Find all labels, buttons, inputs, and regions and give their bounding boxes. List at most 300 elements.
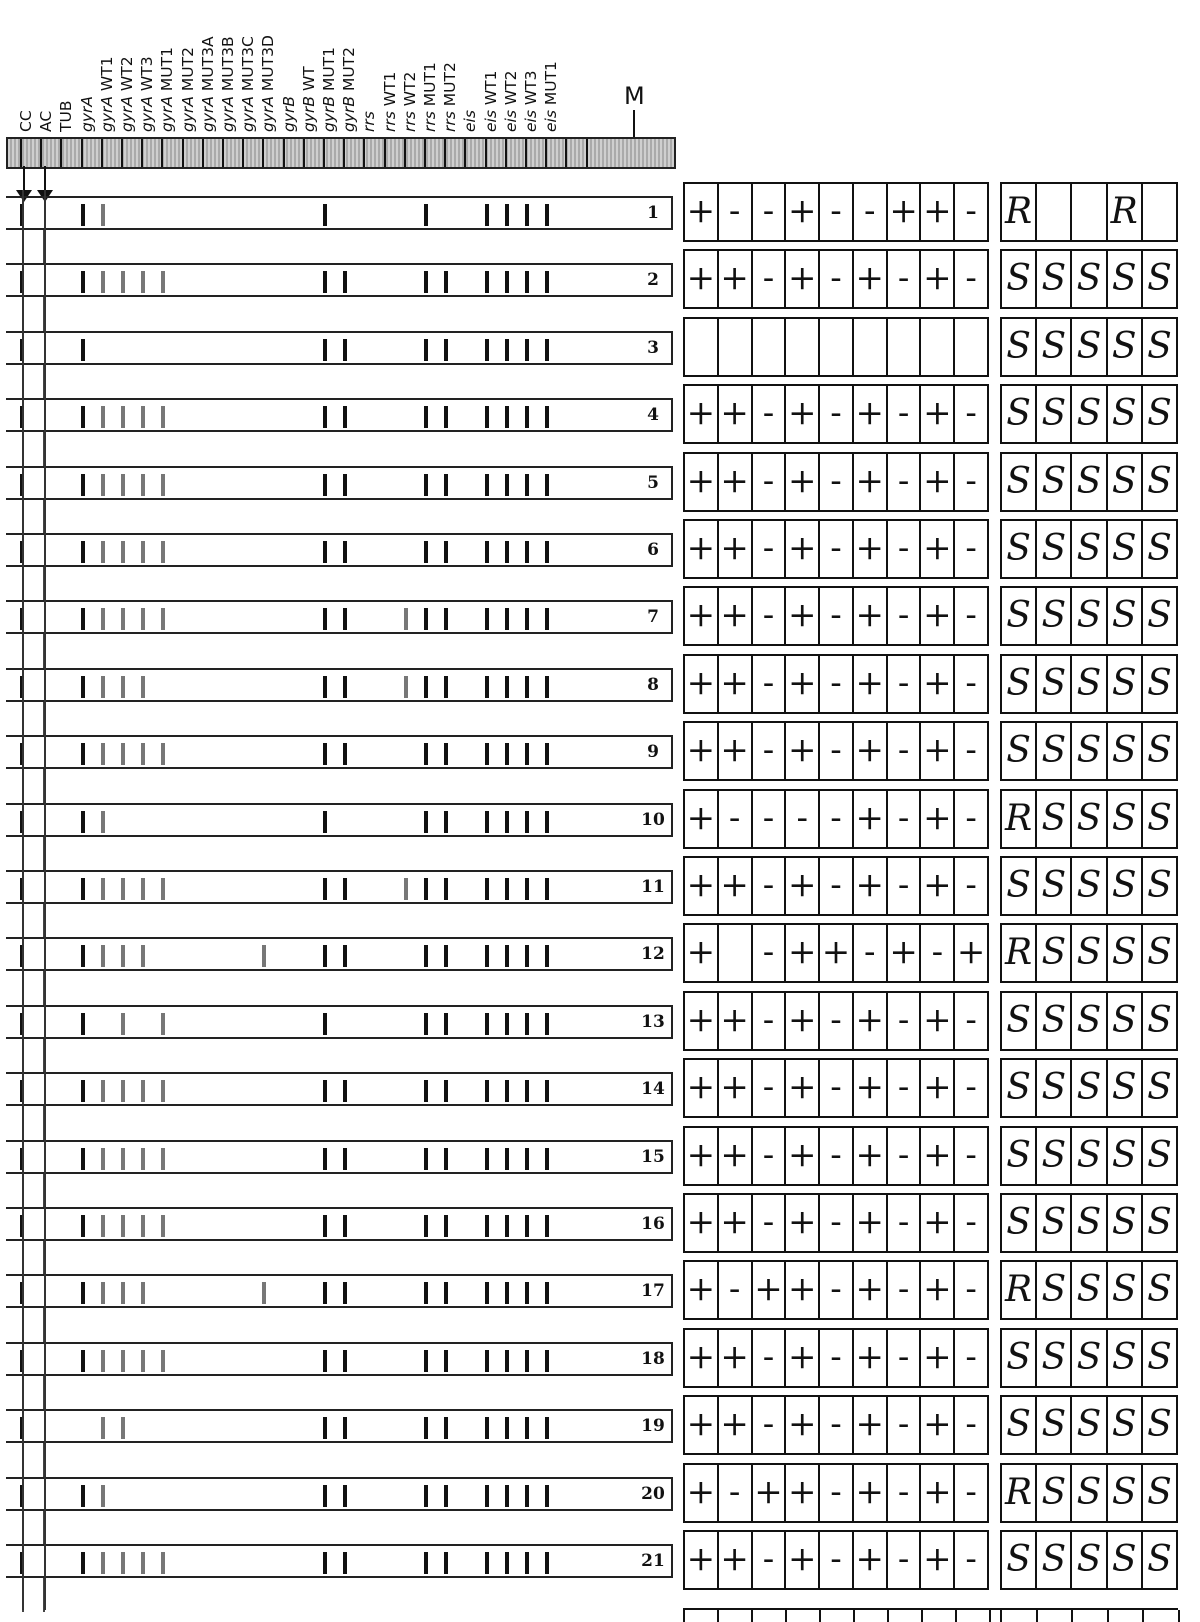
probe-band <box>545 406 549 428</box>
probe-band <box>505 743 509 765</box>
probe-band <box>525 1552 529 1574</box>
cc-arrow-icon <box>23 166 25 192</box>
probe-band <box>81 1148 85 1170</box>
result-mark-cell: + <box>921 184 955 240</box>
ladder-tick <box>242 139 244 167</box>
column-gene: gyrA <box>138 96 157 132</box>
probe-band <box>525 945 529 967</box>
probe-band <box>323 743 327 765</box>
result-mark-cell: - <box>965 595 977 636</box>
probe-band <box>485 339 489 361</box>
probe-band <box>545 1282 549 1304</box>
probe-band <box>262 945 266 967</box>
probe-band <box>525 1485 529 1507</box>
susceptibility-cell: S <box>1002 521 1037 577</box>
probe-band <box>485 1013 489 1035</box>
result-mark-cell: - <box>888 1262 922 1318</box>
susceptibility-cell: S <box>1002 1330 1037 1386</box>
susceptibility-cell: S <box>1002 723 1037 779</box>
probe-band <box>444 1417 448 1439</box>
result-mark-cell: - <box>965 528 977 568</box>
probe-band <box>545 608 549 630</box>
result-mark-cell: + <box>753 1465 787 1521</box>
probe-band <box>505 811 509 833</box>
column-suffix: MUT2 <box>441 62 460 112</box>
marker-label: M <box>624 82 645 110</box>
probe-band <box>161 608 165 630</box>
ladder-tick <box>343 139 345 167</box>
probe-band <box>444 541 448 563</box>
strip-gap <box>6 1241 666 1275</box>
column-label <box>341 47 357 132</box>
probe-band <box>323 1552 327 1574</box>
probe-band <box>525 608 529 630</box>
susceptibility-cell: S <box>1072 1465 1107 1521</box>
susceptibility-cell: S <box>1108 1195 1143 1251</box>
column-gene: eis <box>522 110 540 132</box>
probe-band <box>343 1215 347 1237</box>
result-mark-cell: - <box>820 656 854 712</box>
ladder-tick <box>505 139 507 167</box>
susceptibility-cell: S <box>1037 319 1072 375</box>
probe-band <box>121 945 125 967</box>
probe-band <box>101 1417 105 1439</box>
susceptibility-cell: S <box>1108 1465 1143 1521</box>
probe-band <box>81 743 85 765</box>
probe-band <box>161 406 165 428</box>
strip-edge-line <box>22 190 24 1610</box>
susceptibility-cell: S <box>1037 1128 1072 1184</box>
probe-band <box>525 878 529 900</box>
probe-band <box>505 541 509 563</box>
strip-gap <box>6 567 666 601</box>
susceptibility-cell: S <box>1072 925 1107 981</box>
susceptibility-cell: S <box>1147 1067 1172 1109</box>
susceptibility-cell: S <box>1108 319 1143 375</box>
bottom-grid-tick <box>751 1610 753 1622</box>
probe-band <box>444 945 448 967</box>
result-mark-cell: - <box>820 1532 854 1588</box>
susceptibility-cell: S <box>1147 1539 1172 1580</box>
probe-band <box>121 1552 125 1574</box>
ladder-tick <box>444 139 446 167</box>
result-mark-cell: + <box>685 1330 719 1386</box>
test-strip <box>6 1005 661 1039</box>
result-marks-grid <box>683 856 989 916</box>
test-strip <box>6 1544 661 1578</box>
column-label <box>361 111 377 132</box>
result-mark-cell: - <box>820 993 854 1049</box>
probe-band <box>485 1485 489 1507</box>
susceptibility-cell: S <box>1108 386 1143 442</box>
probe-band <box>141 608 145 630</box>
test-strip <box>6 1207 661 1241</box>
probe-band <box>161 1552 165 1574</box>
result-mark-cell: - <box>753 1195 787 1251</box>
susceptibility-cell: S <box>1037 925 1072 981</box>
result-mark-cell: + <box>956 932 986 973</box>
column-gene: gyrA <box>219 96 237 132</box>
susceptibility-cell: S <box>1147 1134 1172 1176</box>
result-mark-cell: - <box>753 251 787 307</box>
result-mark-cell: - <box>753 184 787 240</box>
susceptibility-cell: S <box>1108 791 1143 847</box>
probe-band <box>121 1350 125 1372</box>
strip-number: 19 <box>635 1409 673 1443</box>
result-mark-cell: + <box>685 1397 719 1453</box>
probe-band <box>444 1350 448 1372</box>
result-marks-grid <box>683 1058 989 1118</box>
result-marks-grid <box>683 721 989 781</box>
probe-band <box>323 1013 327 1035</box>
probe-band <box>81 811 85 833</box>
probe-band <box>141 271 145 293</box>
probe-band <box>424 608 428 630</box>
susceptibility-cell <box>1037 184 1072 240</box>
susceptibility-cell: S <box>1108 454 1143 510</box>
probe-band <box>525 1282 529 1304</box>
strip-gap <box>6 634 666 668</box>
ladder-tick <box>545 139 547 167</box>
result-mark-cell: + <box>719 454 753 510</box>
susceptibility-cell: S <box>1072 319 1107 375</box>
probe-band <box>323 811 327 833</box>
probe-band <box>444 1013 448 1035</box>
result-mark-cell: + <box>685 656 719 712</box>
bottom-grid-tick <box>717 1610 719 1622</box>
result-marks-grid <box>683 586 989 646</box>
result-mark-cell: + <box>719 1397 753 1453</box>
result-mark-cell: + <box>719 588 753 644</box>
bottom-grid-tick <box>921 1610 923 1622</box>
ladder-tick <box>384 139 386 167</box>
susceptibility-cell: S <box>1072 858 1107 914</box>
probe-band <box>505 608 509 630</box>
susceptibility-cell: S <box>1037 1532 1072 1588</box>
ladder-tick <box>40 139 42 167</box>
column-label <box>220 36 236 132</box>
column-label <box>462 110 478 132</box>
test-strip <box>6 1274 661 1308</box>
probe-band <box>505 878 509 900</box>
probe-band <box>485 541 489 563</box>
probe-band <box>323 1282 327 1304</box>
susceptibility-cell: S <box>1147 797 1172 839</box>
strip-number: 12 <box>635 937 673 971</box>
susceptibility-grid <box>1000 1126 1178 1186</box>
column-suffix: MUT3D <box>259 35 278 96</box>
test-strip <box>6 600 661 634</box>
result-mark-cell: + <box>921 1465 955 1521</box>
probe-band <box>81 1282 85 1304</box>
ladder-tick <box>323 139 325 167</box>
strip-gap <box>6 1039 666 1073</box>
result-mark-cell: + <box>786 386 820 442</box>
result-mark-cell: - <box>965 1539 977 1579</box>
result-mark-cell: - <box>965 393 977 434</box>
susceptibility-cell: S <box>1147 662 1172 704</box>
result-mark-cell: - <box>753 386 787 442</box>
probe-band <box>101 1282 105 1304</box>
result-marks-grid <box>683 1463 989 1523</box>
probe-band <box>81 608 85 630</box>
column-label <box>180 47 196 132</box>
probe-band <box>343 1417 347 1439</box>
probe-band <box>505 1485 509 1507</box>
susceptibility-cell: S <box>1072 1532 1107 1588</box>
strip-number: 6 <box>635 533 673 567</box>
susceptibility-grid <box>1000 1260 1178 1320</box>
result-mark-cell: + <box>786 858 820 914</box>
probe-band <box>505 1350 509 1372</box>
probe-band <box>424 1282 428 1304</box>
result-mark-cell <box>955 319 987 375</box>
result-mark-cell: + <box>719 723 753 779</box>
strip-number: 8 <box>635 668 673 702</box>
susceptibility-grid <box>1000 1058 1178 1118</box>
probe-band <box>323 676 327 698</box>
strip-number: 16 <box>635 1207 673 1241</box>
probe-band <box>81 1485 85 1507</box>
susceptibility-cell: S <box>1002 454 1037 510</box>
ladder-tick <box>404 139 406 167</box>
result-mark-cell: - <box>854 184 888 240</box>
result-mark-cell: - <box>965 999 977 1040</box>
susceptibility-grid <box>1000 452 1178 512</box>
result-marks-grid <box>683 452 989 512</box>
probe-band <box>343 406 347 428</box>
result-mark-cell <box>786 319 820 375</box>
result-mark-cell: + <box>786 1128 820 1184</box>
probe-band <box>545 1080 549 1102</box>
result-mark-cell: - <box>753 791 787 847</box>
probe-band <box>485 1552 489 1574</box>
susceptibility-cell: S <box>1147 1202 1172 1243</box>
susceptibility-grid <box>1000 991 1178 1051</box>
result-mark-cell: + <box>921 723 955 779</box>
result-mark-cell: - <box>965 258 977 299</box>
probe-band <box>161 1350 165 1372</box>
susceptibility-grid <box>1000 1193 1178 1253</box>
ladder-tick <box>141 139 143 167</box>
column-label <box>281 96 297 132</box>
susceptibility-cell: S <box>1002 1532 1037 1588</box>
result-mark-cell: - <box>820 1195 854 1251</box>
result-mark-cell: + <box>719 858 753 914</box>
result-mark-cell: + <box>685 1532 719 1588</box>
probe-band <box>121 1417 125 1439</box>
column-suffix: WT1 <box>380 71 399 112</box>
strip-gap <box>6 1308 666 1342</box>
result-mark-cell <box>921 319 955 375</box>
column-suffix: MUT1 <box>320 46 338 96</box>
probe-band <box>424 945 428 967</box>
probe-band <box>525 811 529 833</box>
marker-line <box>633 110 635 140</box>
result-mark-cell: + <box>685 251 719 307</box>
bottom-grid-tick <box>853 1610 855 1622</box>
susceptibility-cell: S <box>1072 1330 1107 1386</box>
probe-band <box>444 1215 448 1237</box>
probe-band <box>424 1552 428 1574</box>
result-mark-cell: - <box>854 925 888 981</box>
probe-band <box>485 1350 489 1372</box>
probe-band <box>444 743 448 765</box>
result-mark-cell: - <box>753 1330 787 1386</box>
probe-band <box>323 878 327 900</box>
column-label <box>523 70 539 132</box>
bottom-grid-tick <box>683 1610 685 1622</box>
result-mark-cell: + <box>685 791 719 847</box>
result-marks-grid <box>683 1126 989 1186</box>
column-gene: eis <box>501 110 520 132</box>
test-strip <box>6 937 661 971</box>
result-mark-cell: + <box>921 1397 955 1453</box>
probe-band <box>323 1215 327 1237</box>
probe-band <box>505 271 509 293</box>
ladder-tick <box>525 139 527 167</box>
ladder-tick <box>60 139 62 167</box>
result-mark-cell: - <box>965 865 977 905</box>
probe-band <box>505 1282 509 1304</box>
strip-number: 4 <box>635 398 673 432</box>
result-mark-cell: - <box>820 454 854 510</box>
susceptibility-cell: S <box>1002 251 1037 307</box>
result-mark-cell: - <box>753 1060 787 1116</box>
susceptibility-cell: S <box>1037 1465 1072 1521</box>
column-gene: gyrA <box>198 96 217 132</box>
probe-band <box>81 474 85 496</box>
column-gene: gyrA <box>158 96 177 132</box>
column-label <box>119 56 135 132</box>
result-mark-cell: - <box>888 1060 922 1116</box>
probe-band <box>343 878 347 900</box>
probe-band <box>343 339 347 361</box>
probe-band <box>121 474 125 496</box>
susceptibility-cell: S <box>1037 858 1072 914</box>
result-mark-cell: - <box>753 588 787 644</box>
probe-band <box>545 676 549 698</box>
result-mark-cell: - <box>753 521 787 577</box>
test-strip <box>6 803 661 837</box>
column-label <box>139 56 155 132</box>
result-mark-cell: - <box>888 386 922 442</box>
probe-band <box>141 474 145 496</box>
ladder-tick <box>81 139 83 167</box>
probe-band <box>545 743 549 765</box>
probe-band <box>121 1215 125 1237</box>
result-mark-cell: - <box>820 386 854 442</box>
susceptibility-cell: S <box>1002 319 1037 375</box>
susceptibility-cell: S <box>1108 1262 1143 1318</box>
result-mark-cell: - <box>888 1397 922 1453</box>
result-mark-cell: - <box>965 1404 977 1445</box>
result-mark-cell: - <box>965 1336 977 1377</box>
probe-band <box>121 541 125 563</box>
strip-number: 13 <box>635 1005 673 1039</box>
result-marks-grid <box>683 923 989 983</box>
test-strip <box>6 735 661 769</box>
probe-band <box>323 406 327 428</box>
susceptibility-cell: R <box>1002 1262 1037 1318</box>
result-mark-cell: + <box>685 858 719 914</box>
probe-band <box>101 406 105 428</box>
probe-band <box>424 1417 428 1439</box>
susceptibility-grid <box>1000 586 1178 646</box>
result-mark-cell: - <box>888 521 922 577</box>
bottom-grid-tick <box>1142 1610 1144 1622</box>
probe-band <box>323 1417 327 1439</box>
column-gene: rrs <box>380 111 399 132</box>
result-mark-cell <box>719 319 753 375</box>
probe-band <box>444 406 448 428</box>
probe-band <box>545 541 549 563</box>
strip-gap <box>6 1443 666 1477</box>
probe-band <box>444 1485 448 1507</box>
column-suffix: TUB <box>57 100 76 132</box>
probe-band <box>81 1080 85 1102</box>
test-strip <box>6 1072 661 1106</box>
column-gene: gyrA <box>178 96 197 132</box>
result-mark-cell: + <box>854 1465 888 1521</box>
probe-band <box>545 204 549 226</box>
test-strip <box>6 870 661 904</box>
ladder-tick <box>161 139 163 167</box>
result-mark-cell: + <box>921 791 955 847</box>
result-mark-cell: + <box>685 1465 719 1521</box>
probe-band <box>343 1148 347 1170</box>
probe-band <box>525 1013 529 1035</box>
susceptibility-cell: S <box>1147 528 1172 569</box>
probe-band <box>101 676 105 698</box>
probe-band <box>121 608 125 630</box>
probe-band <box>323 1080 327 1102</box>
result-mark-cell: + <box>921 1060 955 1116</box>
result-mark-cell: + <box>786 925 820 981</box>
result-mark-cell: + <box>685 386 719 442</box>
result-mark-cell: + <box>786 588 820 644</box>
result-mark-cell: - <box>888 1195 922 1251</box>
ladder-tick <box>464 139 466 167</box>
strip-number: 11 <box>635 870 673 904</box>
column-label <box>260 35 276 132</box>
susceptibility-cell: S <box>1072 723 1107 779</box>
probe-band <box>121 271 125 293</box>
probe-band <box>444 1080 448 1102</box>
susceptibility-cell: S <box>1147 730 1172 772</box>
susceptibility-cell: S <box>1072 1397 1107 1453</box>
column-gene: gyrA <box>118 96 136 132</box>
susceptibility-grid <box>1000 789 1178 849</box>
column-suffix: MUT1 <box>421 62 439 112</box>
strip-number: 1 <box>635 196 673 230</box>
susceptibility-cell: S <box>1037 1330 1072 1386</box>
result-mark-cell <box>719 925 753 981</box>
result-marks-grid <box>683 991 989 1051</box>
probe-band <box>141 1148 145 1170</box>
susceptibility-cell: S <box>1147 865 1172 906</box>
bottom-grid-tick <box>819 1610 821 1622</box>
susceptibility-cell: S <box>1108 251 1143 307</box>
result-mark-cell: - <box>965 1067 977 1108</box>
result-mark-cell: - <box>888 791 922 847</box>
result-mark-cell: - <box>820 1128 854 1184</box>
probe-band <box>323 541 327 563</box>
result-mark-cell: - <box>820 791 854 847</box>
result-mark-cell: - <box>719 184 753 240</box>
probe-band <box>485 608 489 630</box>
result-mark-cell: + <box>685 1060 719 1116</box>
